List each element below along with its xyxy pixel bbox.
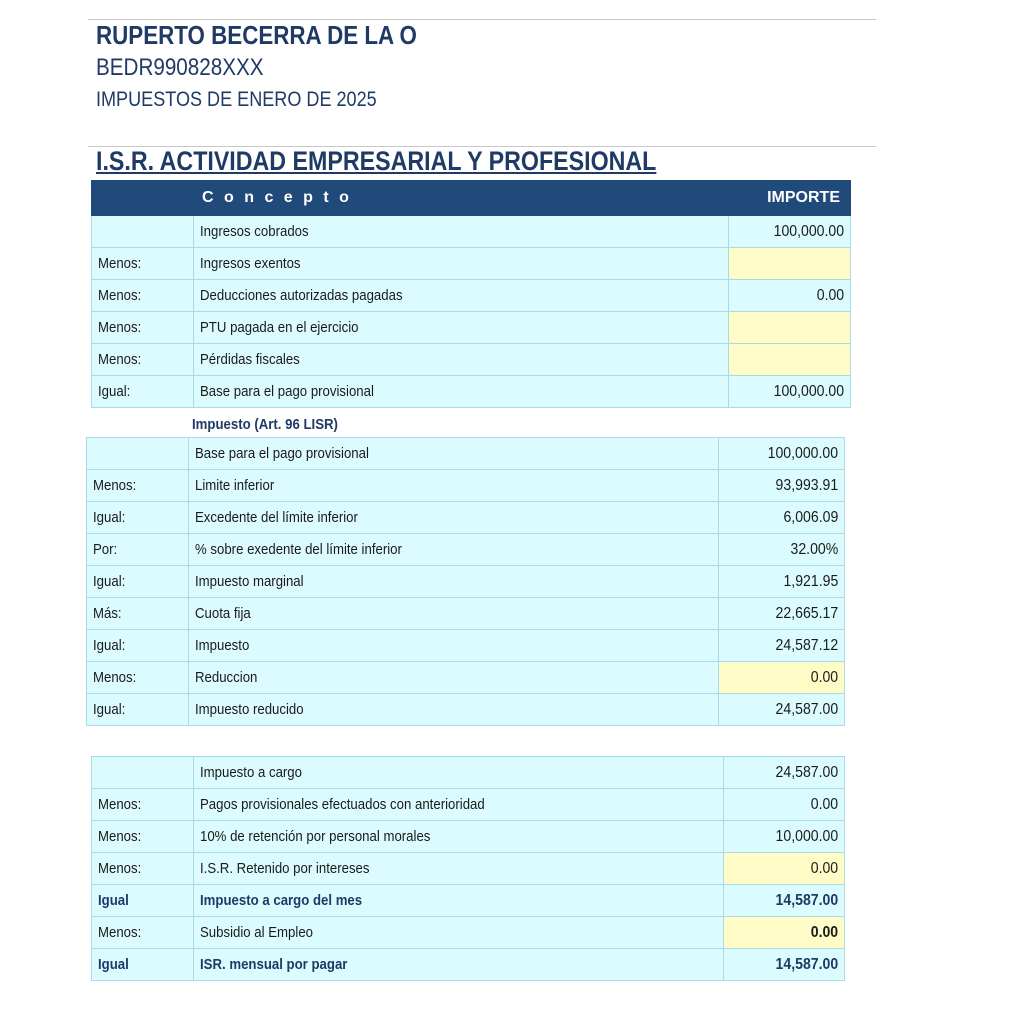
row-label: Pagos provisionales efectuados con anterioridad [194, 789, 724, 821]
tax-calculation-table [86, 437, 845, 726]
column-header-concepto: C o n c e p t o [194, 181, 729, 216]
row-prefix: Igual: [87, 502, 189, 534]
taxpayer-name: RUPERTO BECERRA DE LA O [96, 20, 417, 50]
row-amount[interactable]: 100,000.00 [729, 376, 851, 408]
row-amount[interactable]: 0.00 [724, 789, 845, 821]
impuesto-subtitle: Impuesto (Art. 96 LISR) [192, 416, 338, 433]
row-amount[interactable]: 100,000.00 [719, 438, 845, 470]
row-amount[interactable]: 14,587.00 [724, 885, 845, 917]
row-prefix: Menos: [92, 248, 194, 280]
table-row [92, 757, 845, 789]
input-cell-isr-retenido[interactable]: 0.00 [724, 853, 845, 885]
row-prefix: Menos: [92, 917, 194, 949]
table-row [87, 502, 845, 534]
row-label: Pérdidas fiscales [194, 344, 729, 376]
row-label: Limite inferior [189, 470, 719, 502]
row-amount[interactable]: 100,000.00 [729, 216, 851, 248]
row-label: Impuesto a cargo [194, 757, 724, 789]
row-label: Ingresos exentos [194, 248, 729, 280]
section-title: I.S.R. ACTIVIDAD EMPRESARIAL Y PROFESIONAL [96, 146, 657, 176]
row-prefix: Igual: [92, 376, 194, 408]
row-prefix: Menos: [92, 789, 194, 821]
row-prefix [92, 216, 194, 248]
table-row [92, 789, 845, 821]
row-label: Impuesto marginal [189, 566, 719, 598]
row-prefix: Igual: [87, 694, 189, 726]
row-prefix [92, 757, 194, 789]
row-label: Subsidio al Empleo [194, 917, 724, 949]
row-amount[interactable]: 93,993.91 [719, 470, 845, 502]
row-prefix: Igual: [87, 566, 189, 598]
table-row [87, 694, 845, 726]
row-prefix [87, 438, 189, 470]
income-table [91, 180, 851, 408]
row-amount[interactable]: 22,665.17 [719, 598, 845, 630]
row-amount[interactable]: 6,006.09 [719, 502, 845, 534]
row-label: Ingresos cobrados [194, 216, 729, 248]
row-prefix: Menos: [92, 821, 194, 853]
row-label: Impuesto a cargo del mes [194, 885, 724, 917]
row-prefix: Más: [87, 598, 189, 630]
row-prefix: Igual [92, 885, 194, 917]
row-prefix: Menos: [92, 344, 194, 376]
row-label: Deducciones autorizadas pagadas [194, 280, 729, 312]
row-prefix: Menos: [92, 280, 194, 312]
table-row [92, 853, 845, 885]
row-label: Base para el pago provisional [189, 438, 719, 470]
table-row [92, 821, 845, 853]
row-label: Reduccion [189, 662, 719, 694]
row-label: Impuesto [189, 630, 719, 662]
table-row [92, 248, 851, 280]
input-cell-reduccion[interactable]: 0.00 [719, 662, 845, 694]
row-amount[interactable]: 1,921.95 [719, 566, 845, 598]
row-amount[interactable]: 14,587.00 [724, 949, 845, 981]
taxpayer-rfc: BEDR990828XXX [96, 54, 264, 81]
table-header-row [92, 181, 851, 216]
table-row [87, 438, 845, 470]
input-cell-perdidas-fiscales[interactable] [729, 344, 851, 376]
table-row [92, 917, 845, 949]
row-prefix: Por: [87, 534, 189, 566]
tax-period: IMPUESTOS DE ENERO DE 2025 [96, 88, 377, 111]
table-row [87, 470, 845, 502]
row-prefix: Igual: [87, 630, 189, 662]
row-label: Impuesto reducido [189, 694, 719, 726]
row-prefix: Igual [92, 949, 194, 981]
payment-table [91, 756, 845, 981]
row-label: ISR. mensual por pagar [194, 949, 724, 981]
row-prefix: Menos: [87, 662, 189, 694]
row-amount[interactable]: 24,587.00 [719, 694, 845, 726]
table-row [92, 216, 851, 248]
row-prefix: Menos: [92, 312, 194, 344]
table-row [92, 885, 845, 917]
row-label: Base para el pago provisional [194, 376, 729, 408]
table-row [87, 598, 845, 630]
row-label: % sobre exedente del límite inferior [189, 534, 719, 566]
row-amount[interactable]: 24,587.12 [719, 630, 845, 662]
row-prefix: Menos: [87, 470, 189, 502]
row-amount[interactable]: 32.00% [719, 534, 845, 566]
table-row [92, 280, 851, 312]
row-amount[interactable]: 24,587.00 [724, 757, 845, 789]
table-row [87, 630, 845, 662]
table-row [92, 312, 851, 344]
input-cell-ingresos-exentos[interactable] [729, 248, 851, 280]
row-label: Cuota fija [189, 598, 719, 630]
row-label: I.S.R. Retenido por intereses [194, 853, 724, 885]
table-row [92, 376, 851, 408]
table-row [92, 949, 845, 981]
column-header-importe: IMPORTE [729, 181, 851, 216]
row-label: Excedente del límite inferior [189, 502, 719, 534]
input-cell-ptu[interactable] [729, 312, 851, 344]
table-row [87, 534, 845, 566]
row-prefix: Menos: [92, 853, 194, 885]
row-amount[interactable]: 10,000.00 [724, 821, 845, 853]
table-row [92, 344, 851, 376]
row-amount[interactable]: 0.00 [729, 280, 851, 312]
table-row [87, 662, 845, 694]
row-label: 10% de retención por personal morales [194, 821, 724, 853]
row-label: PTU pagada en el ejercicio [194, 312, 729, 344]
input-cell-subsidio[interactable]: 0.00 [724, 917, 845, 949]
table-row [87, 566, 845, 598]
